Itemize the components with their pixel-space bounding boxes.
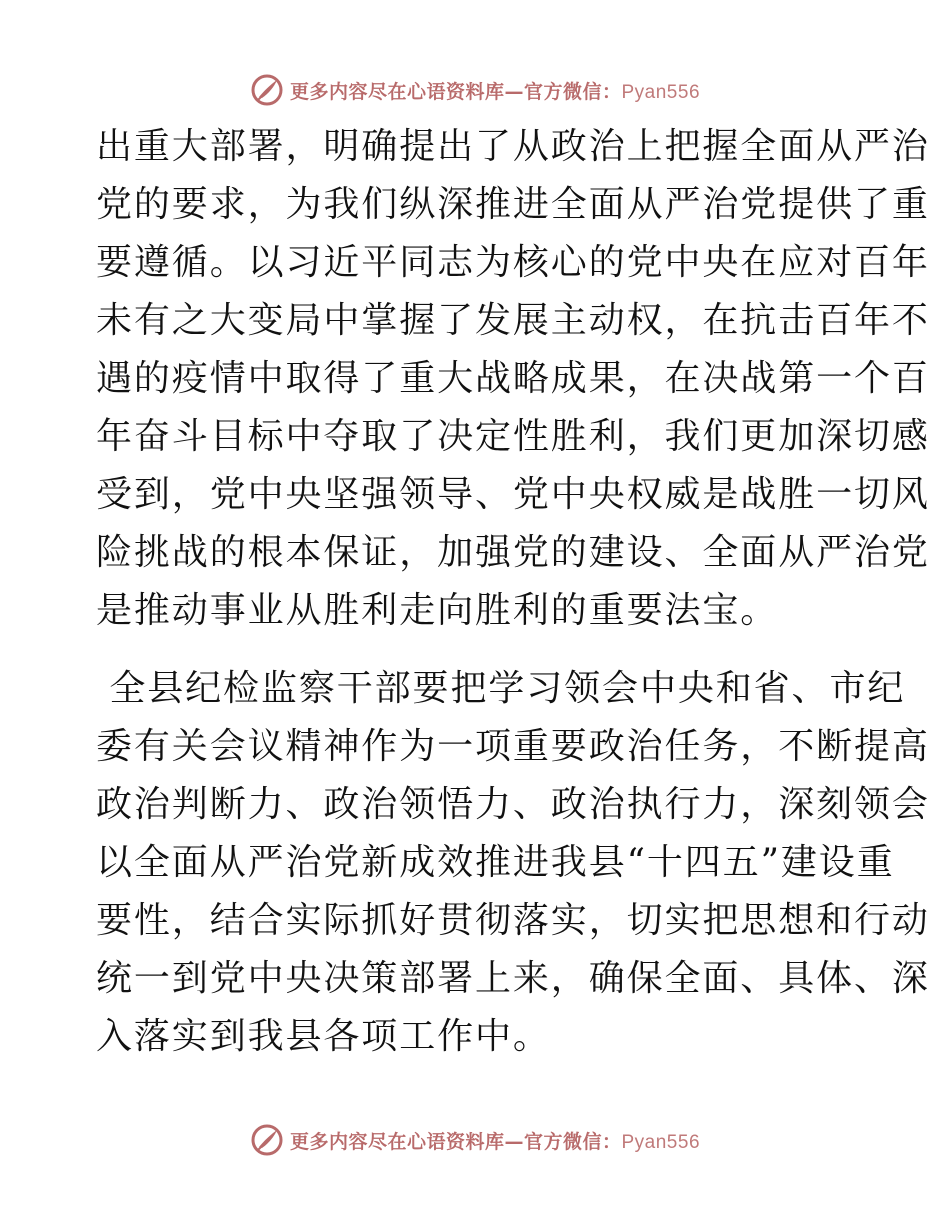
- text-line: 要性，结合实际抓好贯彻落实，切实把思想和行动: [96, 900, 930, 941]
- text-line: 出重大部署，明确提出了从政治上把握全面从严治: [96, 126, 930, 167]
- text-line: 委有关会议精神作为一项重要政治任务，不断提高: [96, 726, 930, 767]
- text-line: 全县纪检监察干部要把学习领会中央和省、市纪: [96, 668, 906, 709]
- watermark-id: Pyan556: [621, 81, 701, 103]
- text-line: 要遵循。以习近平同志为核心的党中央在应对百年: [96, 242, 930, 283]
- text-line: 以全面从严治党新成效推进我县“十四五”建设重: [96, 842, 895, 883]
- watermark-id: Pyan556: [621, 1131, 701, 1153]
- text-line: 入落实到我县各项工作中。: [96, 1016, 551, 1057]
- text-line: 统一到党中央决策部署上来，确保全面、具体、深: [96, 958, 930, 999]
- footer-watermark: [0, 1120, 950, 1160]
- header-watermark: [0, 70, 950, 110]
- text-line: 是推动事业从胜利走向胜利的重要法宝。: [96, 590, 779, 631]
- document-body: [96, 118, 930, 1066]
- quill-logo-icon: [250, 73, 284, 107]
- text-line: 遇的疫情中取得了重大战略成果，在决战第一个百: [96, 358, 930, 399]
- text-line: 未有之大变局中掌握了发展主动权，在抗击百年不: [96, 300, 930, 341]
- text-line: 险挑战的根本保证，加强党的建设、全面从严治党: [96, 532, 930, 573]
- text-line: 政治判断力、政治领悟力、政治执行力，深刻领会: [96, 784, 930, 825]
- text-line: 受到，党中央坚强领导、党中央权威是战胜一切风: [96, 474, 930, 515]
- text-line: 党的要求，为我们纵深推进全面从严治党提供了重: [96, 184, 930, 225]
- watermark-text: 更多内容尽在心语资料库—官方微信：Pyan556: [289, 80, 701, 103]
- watermark-text: 更多内容尽在心语资料库—官方微信：Pyan556: [289, 1130, 701, 1153]
- paragraph-2: [96, 660, 930, 1066]
- text-line: 年奋斗目标中夺取了决定性胜利，我们更加深切感: [96, 416, 930, 457]
- paragraph-1: [96, 118, 930, 640]
- quill-logo-icon: [250, 1123, 284, 1157]
